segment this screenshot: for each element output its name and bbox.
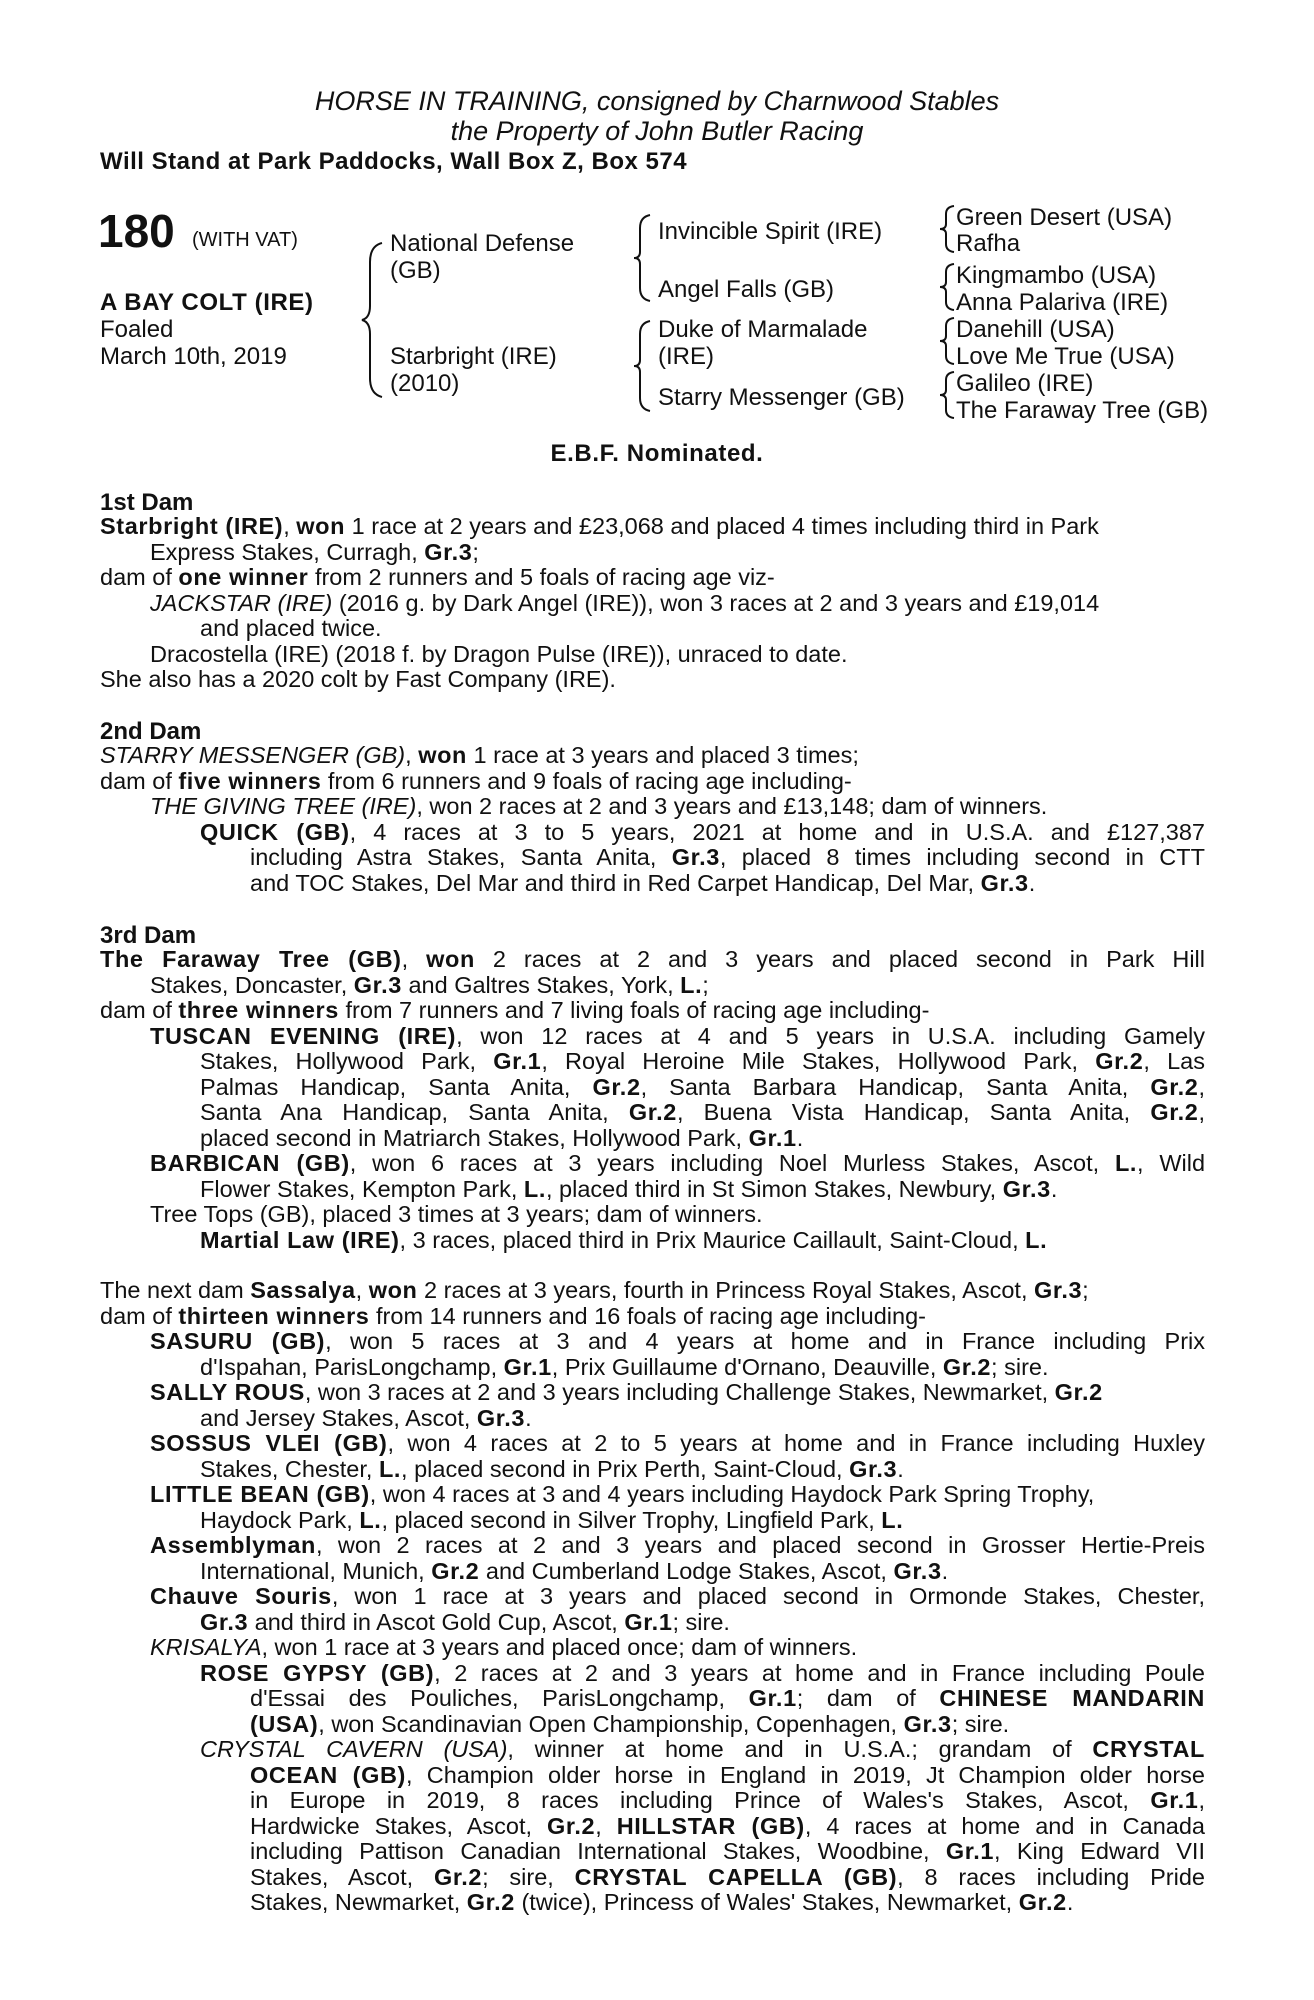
pedigree-sss: Green Desert (USA) (956, 204, 1173, 231)
pedigree-sds: Kingmambo (USA) (956, 262, 1157, 289)
second-dam-title: 2nd Dam (100, 718, 202, 745)
pedigree-sire-sire: Invincible Spirit (IRE) (658, 218, 883, 245)
vat-note: (WITH VAT) (192, 229, 298, 251)
foaled-date: March 10th, 2019 (100, 343, 287, 370)
pedigree-brace-5 (938, 262, 958, 312)
pedigree-brace-6 (938, 316, 958, 366)
pedigree-dss: Danehill (USA) (956, 316, 1115, 343)
first-dam-title: 1st Dam (100, 489, 194, 516)
pedigree-brace-3 (632, 318, 656, 414)
pedigree-brace-1 (360, 240, 390, 400)
pedigree-brace-7 (938, 370, 958, 420)
pedigree-sdd: Anna Palariva (IRE) (956, 289, 1169, 316)
pedigree-dsd: Love Me True (USA) (956, 343, 1175, 370)
pedigree-sire-dam: Angel Falls (GB) (658, 276, 835, 303)
lot-number: 180 (98, 205, 175, 257)
pedigree-ssd: Rafha (956, 230, 1021, 257)
pedigree-brace-2 (632, 212, 656, 304)
first-dam-text: Starbright (IRE), won 1 race at 2 years and £23,068 and placed 4 times including third in Park Express Stakes, Curragh, Gr.3; dam of one winner from 2 runners and 5 foals of racing age viz- JACKSTAR (IRE) (2016 g. by Dark Angel (IRE)), won 3 races at 2 and 3 years and £19,014 and placed twice. Dracostella (IRE) (2018 f. by Dragon Pulse (IRE)), unraced to date. She also has a 2020 colt by Fast Company (IRE). (100, 513, 1100, 692)
ebf-nomination: E.B.F. Nominated. (550, 440, 764, 467)
catalogue-subheading: the Property of John Butler Racing (450, 116, 864, 146)
second-dam-text: STARRY MESSENGER (GB), won 1 race at 3 years and placed 3 times; dam of five winners from 6 runners and 9 foals of racing age including- THE GIVING TREE (IRE), won 2 races at 2 and 3 years and £13,148; dam of winners. QUICK (GB), 4 races at 3 to 5 years, 2021 at home and in U.S.A. and £127,387 including Astra Stakes, Santa Anita, Gr.3, placed 8 times including second in CTT and TOC Stakes, Del Mar and third in Red Carpet Handicap, Del Mar, Gr.3. (100, 742, 1205, 896)
horse-description: A BAY COLT (IRE) (100, 289, 314, 316)
pedigree-sire: National Defense (GB) (390, 230, 575, 284)
pedigree-dds: Galileo (IRE) (956, 370, 1094, 397)
pedigree-dam-dam: Starry Messenger (GB) (658, 384, 905, 411)
third-dam-text: The Faraway Tree (GB), won 2 races at 2 and 3 years and placed second in Park Hill Stakes, Doncaster, Gr.3 and Galtres Stakes, York, L.; dam of three winners from 7 runners and 7 living foals of racing age including- TUSCAN EVENING (IRE), won 12 races at 4 and 5 years in U.S.A. including Gamely Stakes, Hollywood Park, Gr.1, Royal Heroine Mile Stakes, Hollywood Park, Gr.2, Las Palmas Handicap, Santa Anita, Gr.2, Santa Barbara Handicap, Santa Anita, Gr.2, Santa Ana Handicap, Santa Anita, Gr.2, Buena Vista Handicap, Santa Anita, Gr.2, placed second in Matriarch Stakes, Hollywood Park, Gr.1. BARBICAN (GB), won 6 races at 3 years including Noel Murless Stakes, Ascot, L., Wild Flower Stakes, Kempton Park, L., placed third in St Simon Stakes, Newbury, Gr.3. Tree Tops (GB), placed 3 times at 3 years; dam of winners. Martial Law (IRE), 3 races, placed third in Prix Maurice Caillault, Saint-Cloud, L. (100, 946, 1206, 1253)
third-dam-title: 3rd Dam (100, 922, 197, 949)
pedigree-brace-4 (938, 204, 958, 254)
pedigree-dam: Starbright (IRE) (2010) (390, 343, 557, 397)
pedigree-dam-sire: Duke of Marmalade (IRE) (658, 316, 868, 370)
location-line: Will Stand at Park Paddocks, Wall Box Z, Box 574 (100, 148, 688, 175)
next-dam-text: The next dam Sassalya, won 2 races at 3 years, fourth in Princess Royal Stakes, Ascot, Gr.3; dam of thirteen winners from 14 runners and 16 foals of racing age including- SASURU (GB), won 5 races at 3 and 4 years at home and in France including Prix d'Ispahan, ParisLongchamp, Gr.1, Prix Guillaume d'Ornano, Deauville, Gr.2; sire. SALLY ROUS, won 3 races at 2 and 3 years including Challenge Stakes, Newmarket, Gr.2 and Jersey Stakes, Ascot, Gr.3. SOSSUS VLEI (GB), won 4 races at 2 to 5 years at home and in France including Huxley Stakes, Chester, L., placed second in Prix Perth, Saint-Cloud, Gr.3. LITTLE BEAN (GB), won 4 races at 3 and 4 years including Haydock Park Spring Trophy, Haydock Park, L., placed second in Silver Trophy, Lingfield Park, L. Assemblyman, won 2 races at 2 and 3 years and placed second in Grosser Hertie-Preis International, Munich, Gr.2 and Cumberland Lodge Stakes, Ascot, Gr.3. Chauve Souris, won 1 race at 3 years and placed second in Ormonde Stakes, Chester, Gr.3 and third in Ascot Gold Cup, Ascot, Gr.1; sire. KRISALYA, won 1 race at 3 years and placed once; dam of winners. ROSE GYPSY (GB), 2 races at 2 and 3 years at home and in France including Poule d'Essai des Pouliches, ParisLongchamp, Gr.1; dam of CHINESE MANDARIN (USA), won Scandinavian Open Championship, Copenhagen, Gr.3; sire. CRYSTAL CAVERN (USA), winner at home and in U.S.A.; grandam of CRYSTAL OCEAN (GB), Champion older horse in England in 2019, Jt Champion older horse in Europe in 2019, 8 races including Prince of Wales's Stakes, Ascot, Gr.1, Hardwicke Stakes, Ascot, Gr.2, HILLSTAR (GB), 4 races at home and in Canada including Pattison Canadian International Stakes, Woodbine, Gr.1, King Edward VII Stakes, Ascot, Gr.2; sire, CRYSTAL CAPELLA (GB), 8 races including Pride Stakes, Newmarket, Gr.2 (twice), Princess of Wales' Stakes, Newmarket, Gr.2. (100, 1277, 1206, 1915)
foaled-label: Foaled (100, 316, 174, 343)
pedigree-ddd: The Faraway Tree (GB) (956, 397, 1209, 424)
catalogue-heading: HORSE IN TRAINING, consigned by Charnwood Stables (314, 86, 1000, 116)
